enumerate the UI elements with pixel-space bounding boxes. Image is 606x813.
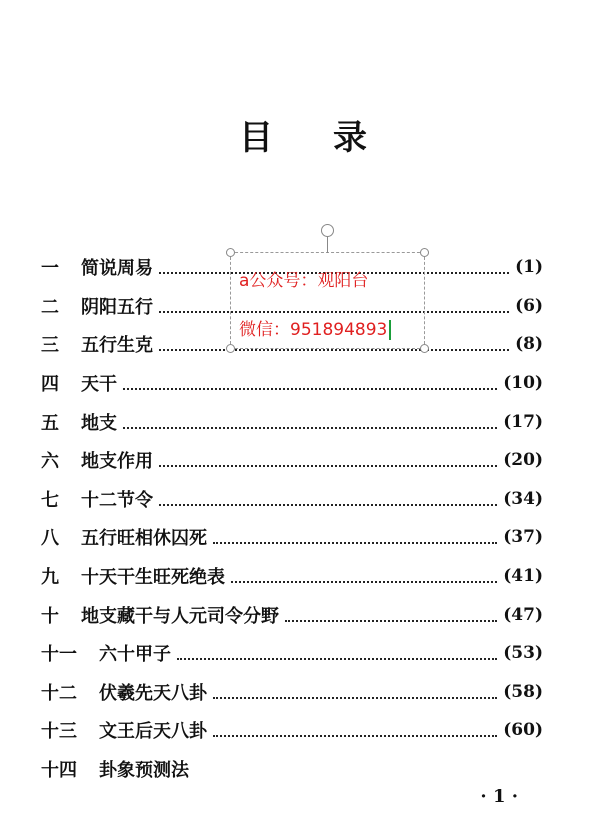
toc-number: 十二: [41, 682, 77, 704]
dot-leader: [159, 504, 497, 506]
toc-label: 五行生克: [81, 335, 153, 357]
page-number: · 1 ·: [480, 786, 518, 807]
toc-entry-11[interactable]: [41, 634, 543, 673]
dot-leader: [123, 388, 497, 390]
toc-number: 七: [41, 489, 59, 511]
dot-leader: [159, 465, 497, 467]
watermark-line-2-text: 微信：951894893: [239, 320, 388, 340]
dot-leader: [285, 620, 497, 622]
toc-entry-8[interactable]: [41, 518, 543, 557]
toc-label: 卦象预测法: [99, 760, 189, 782]
toc-page: (1): [515, 257, 543, 278]
watermark-line-1[interactable]: a公众号：观阳台: [239, 271, 369, 291]
rotate-handle[interactable]: [321, 224, 334, 237]
toc-label: 文王后天八卦: [99, 721, 207, 743]
toc-label: 阴阳五行: [81, 296, 153, 318]
toc-page: (37): [503, 527, 543, 548]
toc-number: 六: [41, 451, 59, 473]
toc-entry-6[interactable]: [41, 441, 543, 480]
toc-number: 五: [41, 412, 59, 434]
toc-entry-10[interactable]: [41, 595, 543, 634]
resize-handle-bottom-left[interactable]: [226, 344, 235, 353]
rotate-handle-stem: [327, 237, 328, 253]
toc-page: (10): [503, 373, 543, 394]
toc-number: 十: [41, 605, 59, 627]
toc-label: 简说周易: [81, 258, 153, 280]
watermark-text-box[interactable]: [230, 252, 425, 349]
toc-label: 地支: [81, 412, 117, 434]
toc-number: 八: [41, 528, 59, 550]
toc-number: 十三: [41, 721, 77, 743]
toc-page: (60): [503, 720, 543, 741]
toc-label: 十天干生旺死绝表: [81, 567, 225, 589]
toc-page: (47): [503, 604, 543, 625]
resize-handle-bottom-right[interactable]: [420, 344, 429, 353]
title-part-2: 录: [333, 118, 367, 158]
toc-label: 地支作用: [81, 451, 153, 473]
toc-entry-5[interactable]: [41, 402, 543, 441]
toc-page: (6): [515, 295, 543, 316]
toc-page: (58): [503, 681, 543, 702]
toc-number: 三: [41, 335, 59, 357]
dot-leader: [159, 349, 509, 351]
toc-page: (34): [503, 488, 543, 509]
toc-number: 四: [41, 374, 59, 396]
toc-page: (53): [503, 643, 543, 664]
dot-leader: [213, 697, 497, 699]
dot-leader: [177, 658, 497, 660]
dot-leader: [213, 542, 497, 544]
toc-number: 九: [41, 567, 59, 589]
toc-entry-12[interactable]: [41, 673, 543, 712]
toc-page: (20): [503, 450, 543, 471]
toc-number: 十四: [41, 760, 77, 782]
toc-label: 五行旺相休囚死: [81, 528, 207, 550]
toc-number: 十一: [41, 644, 77, 666]
page-title: [0, 110, 606, 159]
toc-label: 地支藏干与人元司令分野: [81, 605, 279, 627]
resize-handle-top-left[interactable]: [226, 248, 235, 257]
toc-number: 二: [41, 296, 59, 318]
toc-label: 十二节令: [81, 489, 153, 511]
toc-page: (41): [503, 566, 543, 587]
toc-number: 一: [41, 258, 59, 280]
dot-leader: [123, 427, 497, 429]
toc-entry-7[interactable]: [41, 480, 543, 519]
toc-page: (17): [503, 411, 543, 432]
dot-leader: [213, 735, 497, 737]
toc-entry-13[interactable]: [41, 711, 543, 750]
resize-handle-top-right[interactable]: [420, 248, 429, 257]
toc-entry-4[interactable]: [41, 364, 543, 403]
toc-page: (8): [515, 334, 543, 355]
title-part-1: 目: [239, 118, 273, 158]
text-cursor: [389, 320, 391, 340]
toc-label: 天干: [81, 374, 117, 396]
dot-leader: [231, 581, 497, 583]
toc-label: 伏羲先天八卦: [99, 682, 207, 704]
toc-entry-9[interactable]: [41, 557, 543, 596]
toc-label: 六十甲子: [99, 644, 171, 666]
toc-entry-14[interactable]: [41, 750, 543, 789]
watermark-line-2[interactable]: [239, 315, 391, 340]
